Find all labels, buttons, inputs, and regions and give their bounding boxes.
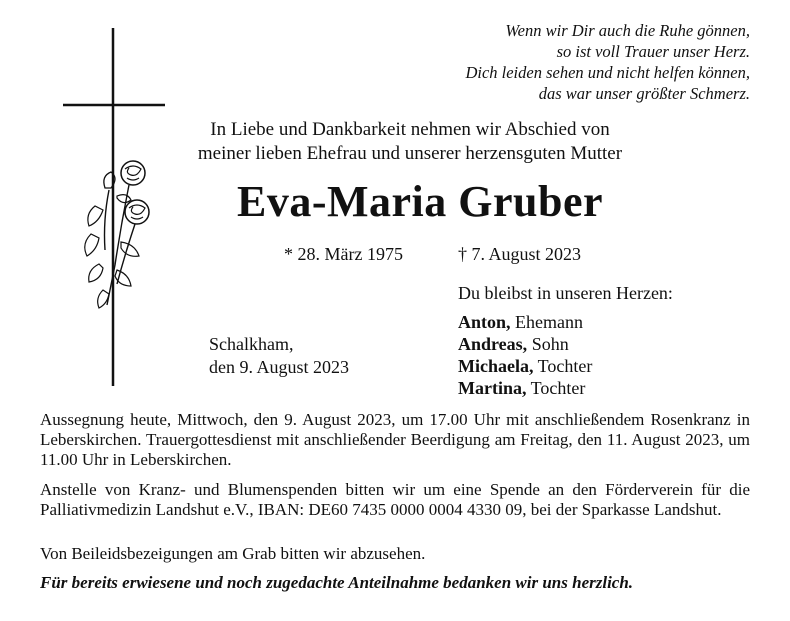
place-and-date [209, 333, 349, 379]
poem-line: Dich leiden sehen und nicht helfen können, [465, 63, 750, 82]
cross-with-roses-icon [55, 28, 165, 388]
motto: Du bleibst in unseren Herzen: [458, 283, 673, 303]
death-date: † 7. August 2023 [458, 244, 582, 264]
intro-line: In Liebe und Dankbarkeit nehmen wir Abschied von [210, 119, 610, 140]
poem-line: so ist voll Trauer unser Herz. [556, 42, 750, 61]
survivor-relation: Tochter [537, 356, 593, 376]
donation-paragraph: Anstelle von Kranz- und Blumenspenden bitten wir um eine Spende an den Förderverein für die Palliativmedizin Landshut e.V., IBAN: DE60 7435 0000 0004 4330 09, bei der Sparkasse Landshut. [40, 480, 750, 519]
survivor-item [458, 355, 592, 377]
poem-line: Wenn wir Dir auch die Ruhe gönnen, [505, 21, 750, 40]
survivor-item [458, 333, 592, 355]
birth-date: * 28. März 1975 [284, 244, 403, 264]
intro-text [170, 118, 650, 166]
survivors-list [458, 311, 592, 399]
survivor-name: Anton, [458, 312, 511, 332]
poem [370, 20, 750, 104]
notice-date: den 9. August 2023 [209, 357, 350, 377]
intro-line: meiner lieben Ehefrau und unserer herzensguten Mutter [197, 143, 623, 164]
survivor-relation: Ehemann [515, 312, 583, 332]
survivor-name: Andreas, [458, 334, 528, 354]
poem-line: das war unser größter Schmerz. [538, 84, 750, 103]
survivor-name: Michaela, [458, 356, 534, 376]
deceased-name: Eva-Maria Gruber [236, 177, 604, 226]
place: Schalkham, [209, 334, 294, 354]
survivor-name: Martina, [458, 378, 527, 398]
survivor-relation: Tochter [530, 378, 586, 398]
closing-line: Für bereits erwiesene und noch zugedachte Anteilnahme bedanken wir uns herzlich. [40, 573, 634, 592]
condolence-paragraph: Von Beileidsbezeigungen am Grab bitten wir abzusehen. [40, 544, 426, 563]
funeral-details-paragraph: Aussegnung heute, Mittwoch, den 9. August 2023, um 17.00 Uhr mit anschließendem Rosenkranz in Leberskirchen. Trauergottesdienst mit anschließender Beerdigung am Freitag, den 11. August 2023, um 11.00 Uhr in Leberskirchen. [40, 410, 750, 469]
survivor-relation: Sohn [531, 334, 569, 354]
survivor-item [458, 377, 592, 399]
survivor-item [458, 311, 592, 333]
